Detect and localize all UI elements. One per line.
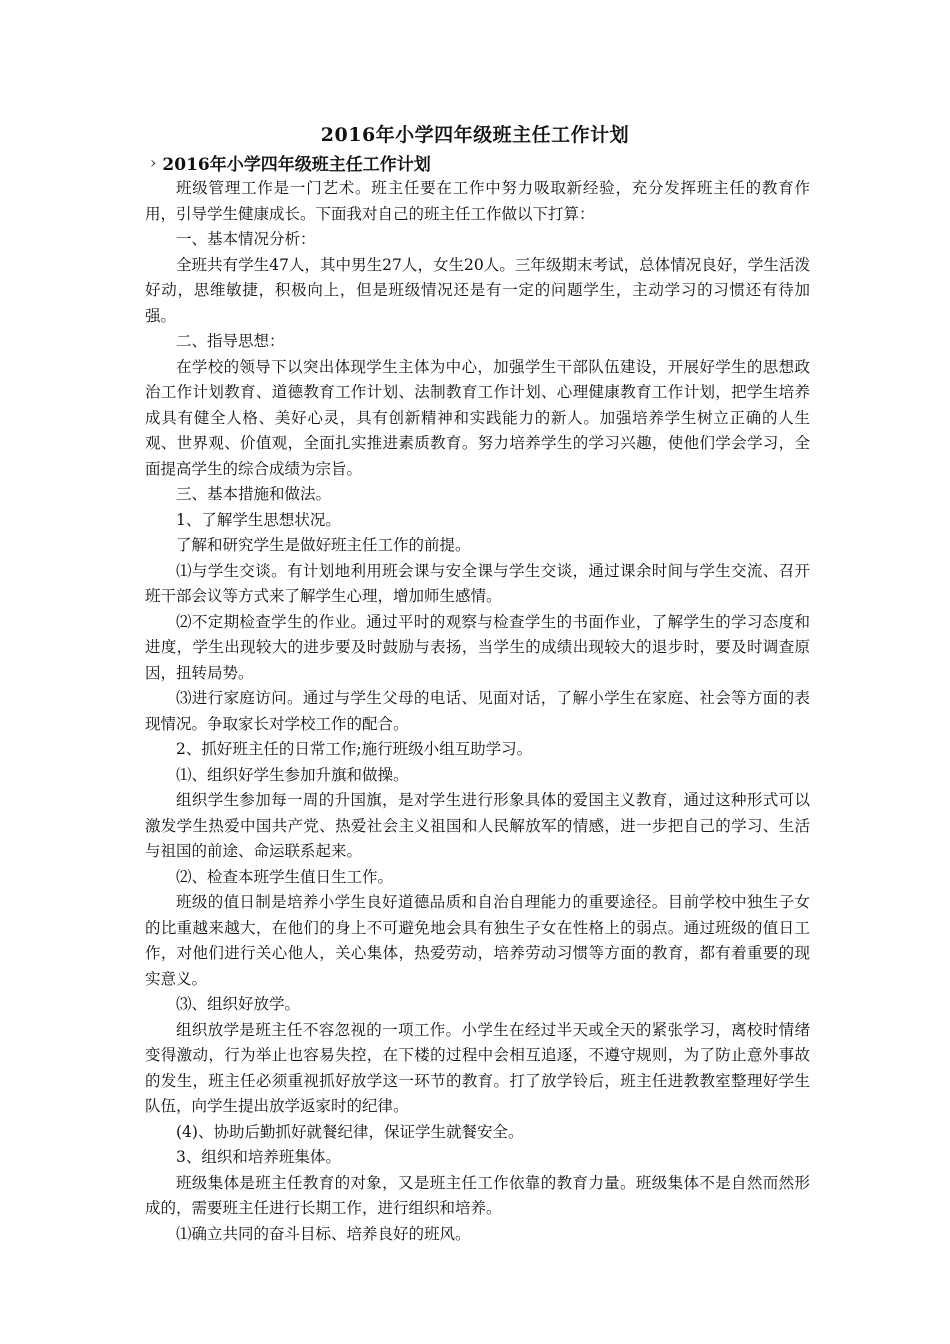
section-heading-text: 2016年小学四年级班主任工作计划	[162, 155, 431, 175]
paragraph: 组织放学是班主任不容忽视的一项工作。小学生在经过半天或全天的紧张学习，离校时情绪变得激动，行为举止也容易失控，在下楼的过程中会相互追逐，不遵守规则，为了防止意外事故的发生，班主任必须重视抓好放学这一环节的教育。打了放学铃后，班主任进教教室整理好学生队伍，向学生提出放学返家时的纪律。	[145, 1020, 810, 1115]
paragraph: 班级的值日制是培养小学生良好道德品质和自治自理能力的重要途径。目前学校中独生子女的比重越来越大，在他们的身上不可避免地会具有独生子女在性格上的弱点。通过班级的值日工作，对他们进行关心他人，关心集体，热爱劳动，培养劳动习惯等方面的教育，都有着重要的现实意义。	[145, 893, 810, 988]
section-heading	[150, 150, 431, 175]
paragraph: 三、基本措施和做法。	[176, 485, 332, 503]
paragraph: ⑶进行家庭访问。通过与学生父母的电话、见面对话，了解小学生在家庭、社会等方面的表现情况。争取家长对学校工作的配合。	[145, 689, 810, 733]
paragraph: ⑴、组织好学生参加升旗和做操。	[176, 765, 409, 784]
document-body	[145, 176, 810, 1247]
paragraph: ⑵、检查本班学生值日生工作。	[176, 867, 394, 886]
paragraph: 班级管理工作是一门艺术。班主任要在工作中努力吸取新经验，充分发挥班主任的教育作用，引导学生健康成长。下面我对自己的班主任工作做以下打算：	[145, 179, 810, 223]
paragraph: 3、组织和培养班集体。	[176, 1148, 341, 1166]
paragraph: (4)、协助后勤抓好就餐纪律，保证学生就餐安全。	[176, 1122, 524, 1141]
paragraph: ⑶、组织好放学。	[176, 995, 301, 1013]
paragraph: 组织学生参加每一周的升国旗，是对学生进行形象具体的爱国主义教育，通过这种形式可以激发学生热爱中国共产党、热爱社会主义祖国和人民解放军的情感，进一步把自己的学习、生活与祖国的前途、命运联系起来。	[145, 791, 810, 860]
paragraph: 1、了解学生思想状况。	[176, 510, 341, 529]
paragraph: ⑴确立共同的奋斗目标、培养良好的班风。	[176, 1224, 471, 1243]
paragraph: ⑵不定期检查学生的作业。通过平时的观察与检查学生的书面作业，了解学生的学习态度和进度，学生出现较大的进步要及时鼓励与表扬，当学生的成绩出现较大的退步时，要及时调查原因，扭转局势。	[145, 612, 810, 682]
paragraph: ⑴与学生交谈。有计划地利用班会课与安全课与学生交谈，通过课余时间与学生交流、召开班干部会议等方式来了解学生心理，增加师生感情。	[145, 561, 810, 605]
paragraph: 2、抓好班主任的日常工作;施行班级小组互助学习。	[176, 740, 533, 758]
paragraph: 一、基本情况分析：	[176, 230, 316, 248]
document-title: 2016年小学四年级班主任工作计划	[320, 124, 630, 146]
paragraph: 了解和研究学生是做好班主任工作的前提。	[176, 536, 471, 554]
paragraph: 班级集体是班主任教育的对象，又是班主任工作依靠的教育力量。班级集体不是自然而然形成的，需要班主任进行长期工作，进行组织和培养。	[145, 1173, 810, 1217]
paragraph: 二、指导思想：	[176, 332, 285, 350]
chevron-right-icon: ›	[150, 153, 157, 172]
paragraph: 全班共有学生47人，其中男生27人，女生20人。三年级期末考试，总体情况良好，学生活泼好动，思维敏捷，积极向上，但是班级情况还是有一定的问题学生，主动学习的习惯还有待加强。	[145, 255, 810, 325]
paragraph: 在学校的领导下以突出体现学生主体为中心，加强学生干部队伍建设，开展好学生的思想政治工作计划教育、道德教育工作计划、法制教育工作计划、心理健康教育工作计划，把学生培养成具有健全人格、美好心灵，具有创新精神和实践能力的新人。加强培养学生树立正确的人生观、世界观、价值观，全面扎实推进素质教育。努力培养学生的学习兴趣，使他们学会学习，全面提高学生的综合成绩为宗旨。	[145, 357, 810, 478]
